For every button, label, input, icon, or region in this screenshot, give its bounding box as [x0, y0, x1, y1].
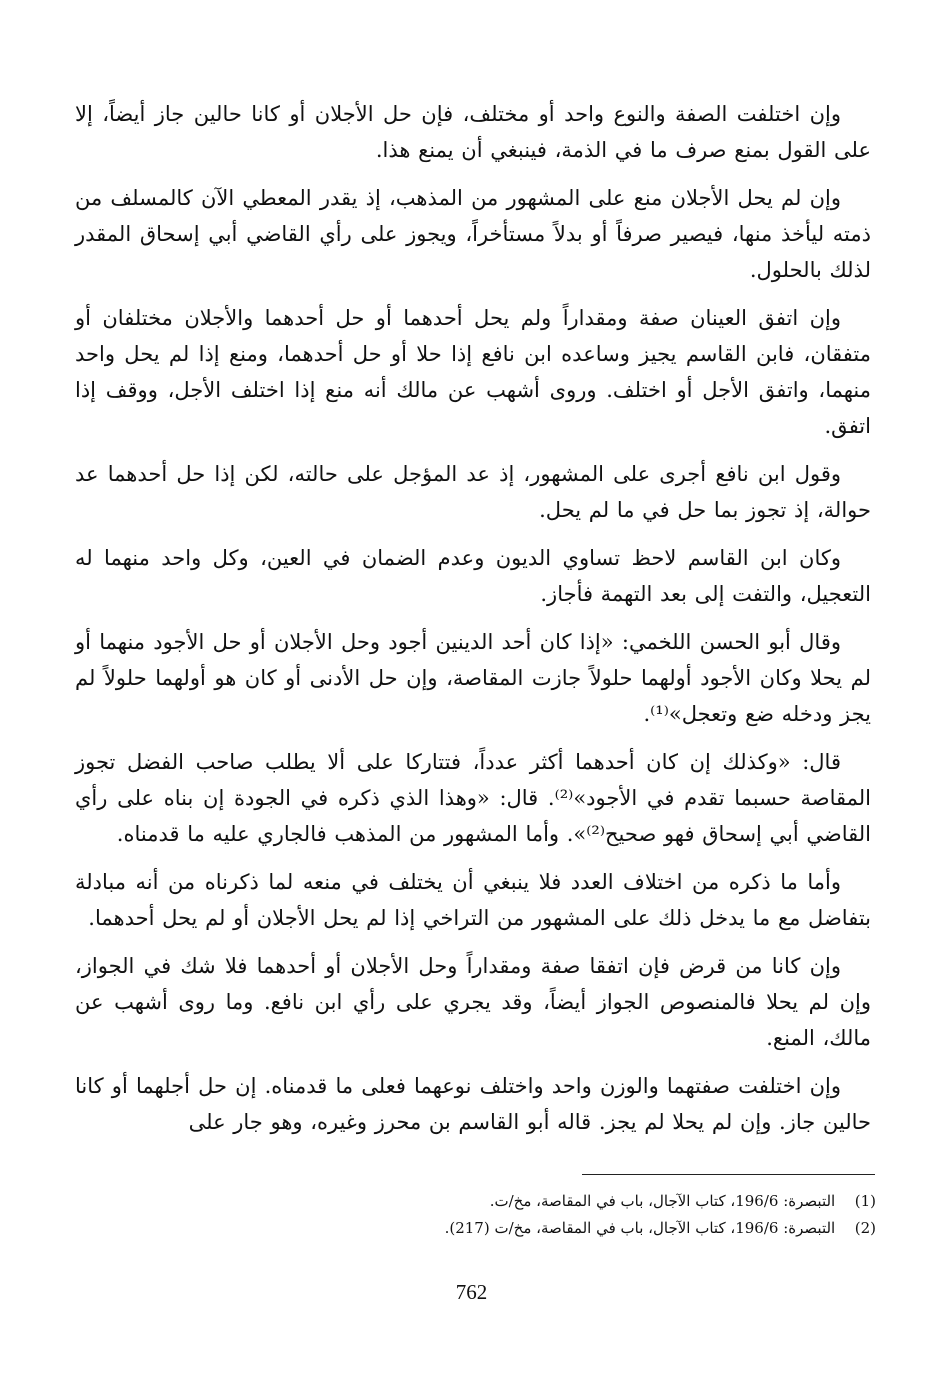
- paragraph-5: وكان ابن القاسم لاحظ تساوي الديون وعدم الضمان في العين، وكل واحد منهما له التعجيل، والتفت إلى بعد التهمة فأجاز.: [75, 546, 871, 606]
- footnote-number: (1): [854, 1192, 876, 1210]
- footnote-2: [300, 1215, 876, 1242]
- main-text: [75, 96, 871, 1152]
- paragraph-1: وإن اختلفت الصفة والنوع واحد أو مختلف، فإن حل الأجلان أو كانا حالين جاز أيضاً، إلا على القول بمنع صرف ما في الذمة، فينبغي أن يمنع هذا.: [75, 102, 871, 162]
- paragraph-3: وإن اتفق العينان صفة ومقداراً ولم يحل أحدهما أو حل أحدهما والأجلان مختلفان أو متفقان، فابن القاسم يجيز وساعده ابن نافع إذا حلا أو حل أحدهما، ومنع إذا لم يحل واحد منهما، واتفق الأجل أو اختلف. وروى أشهب عن مالك أنه منع إذا اختلف الأجل، ووقف إذا اتفق.: [75, 306, 871, 438]
- footnote-text: التبصرة: 196/6، كتاب الآجال، باب في المقاصة، مخ/ت (217).: [444, 1219, 836, 1237]
- footnotes: [300, 1188, 876, 1242]
- paragraph-9: وإن كانا من قرض فإن اتفقا صفة ومقداراً وحل الأجلان أو أحدهما فلا شك في الجواز، وإن لم يحلا فالمنصوص الجواز أيضاً، وقد يجري على رأي ابن نافع. وما روى أشهب عن مالك، المنع.: [75, 954, 871, 1050]
- footnote-1: [300, 1188, 876, 1215]
- paragraph-10: وإن اختلفت صفتهما والوزن واحد واختلف نوعهما فعلى ما قدمناه. إن حل أجلهما أو كانا حالين جاز. وإن لم يحلا لم يجز. قاله أبو القاسم بن محرز وغيره، وهو جار على: [75, 1074, 871, 1134]
- footnote-separator: [582, 1174, 875, 1175]
- paragraph-7: قال: «وكذلك إن كان أحدهما أكثر عدداً، فتتاركا على ألا يطلب صاحب الفضل تجوز المقاصة حسبما تقدم في الأجود»⁽²⁾. قال: «وهذا الذي ذكره في الجودة إن بناه على رأي القاضي أبي إسحاق فهو صحيح⁽²⁾». وأما المشهور من المذهب فالجاري عليه ما قدمناه.: [75, 750, 872, 846]
- paragraph-2: وإن لم يحل الأجلان منع على المشهور من المذهب، إذ يقدر المعطي الآن كالمسلف من ذمته ليأخذ منها، فيصير صرفاً أو بدلاً مستأخراً، ويجوز على رأي القاضي أبي إسحاق المقدر لذلك بالحلول.: [75, 186, 871, 282]
- page-number: 762: [455, 1280, 488, 1304]
- footnote-number: (2): [854, 1219, 876, 1237]
- paragraph-8: وأما ما ذكره من اختلاف العدد فلا ينبغي أن يختلف في منعه لما ذكرناه من أنه مبادلة بتفاضل مع ما يدخل ذلك على المشهور من التراخي إذا لم يحل الأجلان أو لم يحل أحدهما.: [75, 870, 871, 930]
- paragraph-4: وقول ابن نافع أجرى على المشهور، إذ عد المؤجل على حالته، لكن إذا حل أحدهما عد حوالة، إذ تجوز بما حل في ما لم يحل.: [75, 462, 871, 522]
- footnote-text: التبصرة: 196/6، كتاب الآجال، باب في المقاصة، مخ/ت.: [489, 1192, 836, 1210]
- paragraph-6: وقال أبو الحسن اللخمي: «إذا كان أحد الدينين أجود وحل الأجلان أو حل الأجود منهما أو لم يحلا وكان الأجود أولهما حلولاً جازت المقاصة، وإن حل الأدنى أو كان هو أولهما حلولاً لم يجز ودخله ضع وتعجل»⁽¹⁾.: [75, 630, 871, 726]
